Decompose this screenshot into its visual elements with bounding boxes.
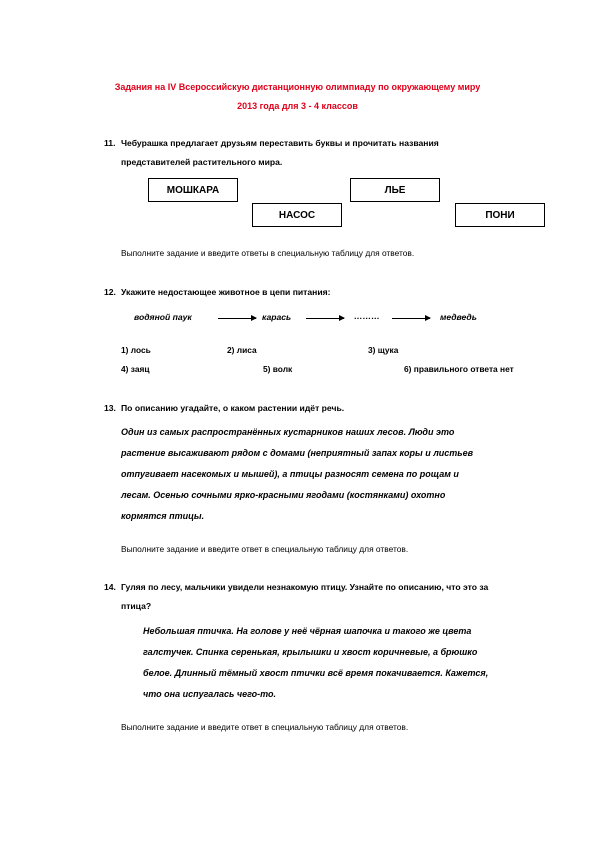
q12-option-1: 1) лось xyxy=(121,345,151,355)
q12-option-3: 3) щука xyxy=(368,345,399,355)
q11-number: 11. xyxy=(104,138,116,148)
q13-passage-line-2: растение высаживают рядом с домами (неприятный запах коры и листьев xyxy=(121,448,474,458)
q11-text-line-2: представителей растительного мира. xyxy=(121,157,283,167)
q14-passage-line-3: белое. Длинный тёмный хвост птички всё время покачивается. Кажется, xyxy=(143,668,489,678)
q13-text: По описанию угадайте, о каком растении идёт речь. xyxy=(121,403,345,413)
q14-passage-line-1: Небольшая птичка. На голове у неё чёрная шапочка и такого же цвета xyxy=(143,626,472,636)
q12-option-2: 2) лиса xyxy=(227,345,257,355)
word-box-le: ЛЬЕ xyxy=(350,178,440,202)
q11-instruction: Выполните задание и введите ответы в специальную таблицу для ответов. xyxy=(121,248,415,258)
chain-item-bear: медведь xyxy=(440,312,477,322)
q13-instruction: Выполните задание и введите ответ в специальную таблицу для ответов. xyxy=(121,544,409,554)
q13-passage-line-4: лесам. Осенью сочными ярко-красными ягодами (костянками) охотно xyxy=(121,490,446,500)
q13-passage-line-1: Один из самых распространённых кустарников наших лесов. Люди это xyxy=(121,427,455,437)
chain-item-crucian: карась xyxy=(262,312,292,322)
document-title-line-1: Задания на IV Всероссийскую дистанционную олимпиаду по окружающему миру xyxy=(114,82,481,92)
q12-option-6: 6) правильного ответа нет xyxy=(404,364,514,374)
word-box-moshkara: МОШКАРА xyxy=(148,178,238,202)
q14-text-line-1: Гуляя по лесу, мальчики увидели незнакомую птицу. Узнайте по описанию, что это за xyxy=(121,582,489,592)
q12-number: 12. xyxy=(104,287,116,297)
q14-passage-line-4: что она испугалась чего-то. xyxy=(143,689,277,699)
word-box-poni: ПОНИ xyxy=(455,203,545,227)
q12-option-5: 5) волк xyxy=(263,364,293,374)
q14-passage-line-2: галстучек. Спинка серенькая, крылышки и хвост коричневые, а брюшко xyxy=(143,647,478,657)
q13-passage-line-5: кормятся птицы. xyxy=(121,511,205,521)
q13-number: 13. xyxy=(104,403,116,413)
q12-text: Укажите недостающее животное в цепи питания: xyxy=(121,287,331,297)
q14-text-line-2: птица? xyxy=(121,601,152,611)
q12-option-4: 4) заяц xyxy=(121,364,150,374)
q11-text-line-1: Чебурашка предлагает друзьям переставить буквы и прочитать названия xyxy=(121,138,439,148)
q14-instruction: Выполните задание и введите ответ в специальную таблицу для ответов. xyxy=(121,722,409,732)
chain-item-missing: ……… xyxy=(354,311,380,321)
chain-item-water-spider: водяной паук xyxy=(134,312,192,322)
document-title-line-2: 2013 года для 3 - 4 классов xyxy=(237,101,358,111)
chain-arrow-3 xyxy=(392,318,430,319)
chain-arrow-1 xyxy=(218,318,256,319)
chain-arrow-2 xyxy=(306,318,344,319)
q14-number: 14. xyxy=(104,582,116,592)
word-box-nasos: НАСОС xyxy=(252,203,342,227)
q13-passage-line-3: отпугивает насекомых и мышей), а птицы разносят семена по рощам и xyxy=(121,469,459,479)
